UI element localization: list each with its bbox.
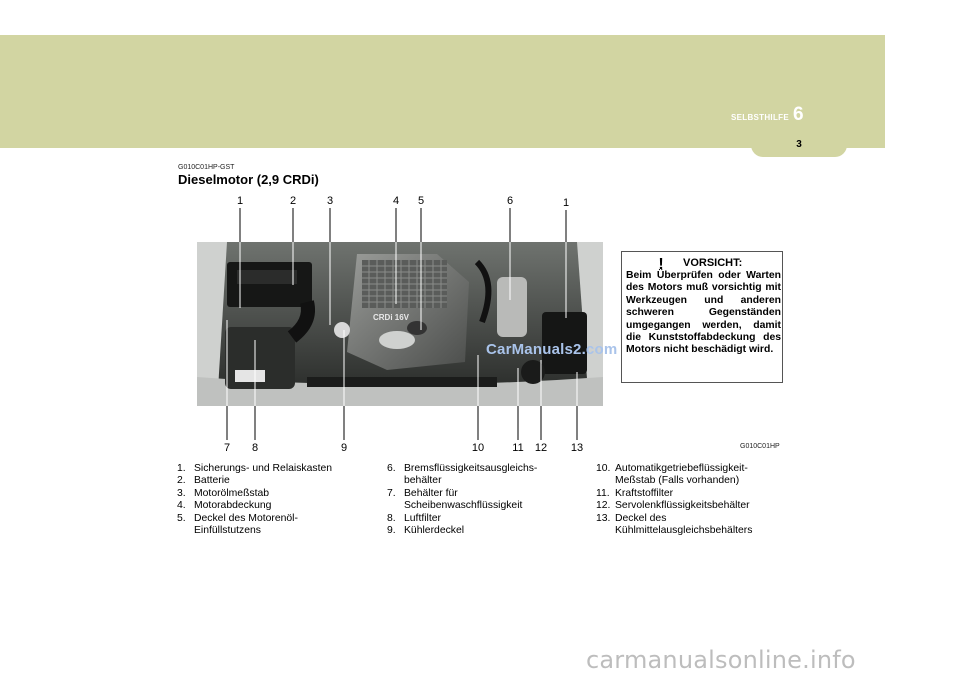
- callout-bottom-12: 12: [534, 442, 548, 454]
- warning-title: VORSICHT:: [683, 257, 743, 269]
- list-item: 13. Deckel des Kühlmittelausgleichsbehälters: [596, 512, 753, 537]
- callout-top-2: 2: [289, 195, 297, 207]
- legend-column-2: [387, 463, 567, 537]
- header-band: [0, 35, 885, 148]
- chapter-number: 6: [793, 104, 804, 125]
- page-number: 3: [796, 139, 802, 150]
- callout-top-3: 3: [326, 195, 334, 207]
- figure-code: G010C01HP: [740, 443, 780, 450]
- callout-bottom-9: 9: [340, 442, 348, 454]
- callout-top-1b: 1: [562, 197, 570, 209]
- callout-bottom-11: 11: [512, 442, 524, 454]
- warning-box: [621, 251, 783, 383]
- list-item: 5. Deckel des Motorenöl- Einfüllstutzens: [177, 512, 298, 537]
- legend-column-1: [177, 463, 367, 537]
- list-item: 6. Bremsflüssigkeitsausgleichs- behälter: [387, 463, 538, 487]
- callout-bottom-8: 8: [251, 442, 259, 454]
- warning-body: Beim Überprüfen oder Warten des Motors muß vorsichtig mit Werkzeugen und anderen schweren Gegenständen umgegangen werden, damit die Kunststoffabdeckung des Motors nicht beschädigt wird.: [626, 270, 781, 356]
- list-item: 1. Sicherungs- und Relaiskasten: [177, 463, 333, 474]
- list-item: 12. Servolenkflüssigkeitsbehälter: [596, 500, 750, 512]
- callout-top-4: 4: [392, 195, 400, 207]
- callout-top-6: 6: [506, 195, 514, 207]
- callout-bottom-10: 10: [471, 442, 485, 454]
- callout-top-5: 5: [417, 195, 425, 207]
- engine-bay-illustration: [197, 242, 603, 406]
- list-item: 11. Kraftstoffilter: [596, 487, 674, 499]
- watermark: CarManuals2.com: [486, 341, 618, 358]
- list-item: 4. Motorabdeckung: [177, 500, 272, 512]
- engine-bay-photo: [197, 242, 603, 406]
- list-item: 8. Luftfilter: [387, 512, 441, 524]
- chapter-label: SELBSTHILFE: [731, 113, 789, 122]
- svg-text:!: !: [658, 256, 664, 270]
- callout-bottom-13: 13: [570, 442, 584, 454]
- list-item: 2. Batterie: [177, 475, 230, 487]
- callout-top-1: 1: [236, 195, 244, 207]
- list-item: 10. Automatikgetriebeflüssigkeit- Meßstab (Falls vorhanden): [596, 463, 748, 487]
- section-code: G010C01HP-GST: [178, 164, 235, 171]
- section-title: Dieselmotor (2,9 CRDi): [178, 172, 319, 187]
- list-item: 9. Kühlerdeckel: [387, 525, 465, 537]
- engine-cover-label: CRDi 16V: [373, 313, 410, 322]
- list-item: 3. Motorölmeßstab: [177, 487, 270, 499]
- legend-column-3: [596, 463, 786, 537]
- list-item: 7. Behälter für Scheibenwaschflüssigkeit: [387, 487, 523, 512]
- footer-site-watermark: carmanualsonline.info: [586, 646, 856, 674]
- callout-bottom-7: 7: [223, 442, 231, 454]
